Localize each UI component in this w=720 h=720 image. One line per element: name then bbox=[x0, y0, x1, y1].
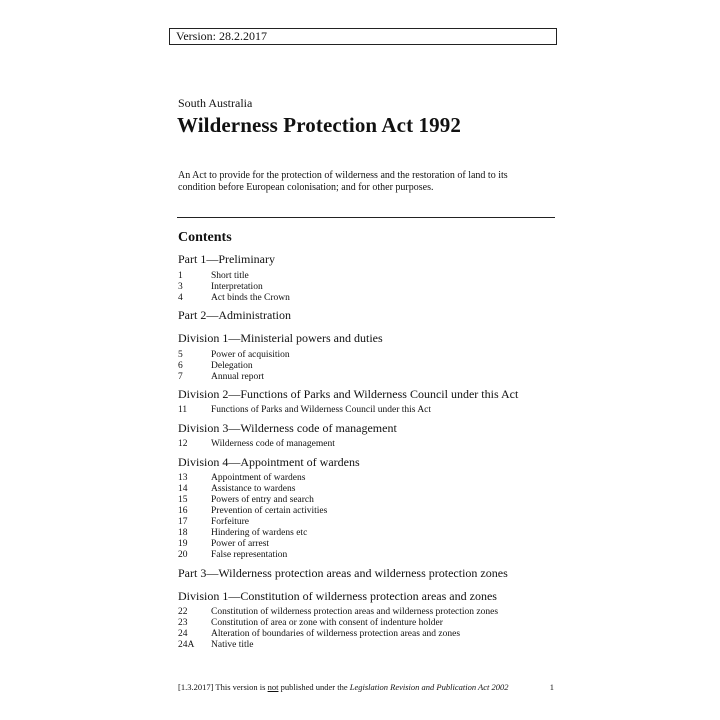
toc-entry-number: 3 bbox=[178, 282, 183, 292]
toc-entry-number: 11 bbox=[178, 405, 188, 415]
toc-entry-number: 16 bbox=[178, 506, 188, 516]
toc-entry[interactable] bbox=[178, 528, 307, 538]
toc-entry-title: Short title bbox=[211, 271, 249, 281]
toc-entry-number: 12 bbox=[178, 439, 188, 449]
toc-entry-number: 15 bbox=[178, 495, 188, 505]
toc-entry-number: 22 bbox=[178, 607, 188, 617]
toc-entry-title: Functions of Parks and Wilderness Council under this Act bbox=[211, 405, 432, 415]
toc-entry-number: 4 bbox=[178, 293, 183, 303]
page-number: 1 bbox=[549, 682, 554, 692]
toc-entry[interactable] bbox=[178, 282, 263, 292]
toc-entry-number: 24 bbox=[178, 629, 188, 639]
toc-entry-title: Interpretation bbox=[211, 282, 263, 292]
toc-entry-title: Forfeiture bbox=[211, 517, 249, 527]
toc-entry[interactable] bbox=[178, 350, 290, 360]
toc-entry-number: 23 bbox=[178, 618, 188, 628]
toc-entry-title: Hindering of wardens etc bbox=[211, 528, 308, 538]
toc-part-heading[interactable]: Part 1—Preliminary bbox=[178, 252, 275, 266]
toc-division-heading[interactable]: Division 3—Wilderness code of management bbox=[178, 421, 397, 435]
footer-act-name: Legislation Revision and Publication Act 2002 bbox=[349, 682, 509, 692]
version-box bbox=[169, 28, 557, 45]
divider-rule bbox=[177, 217, 555, 218]
toc-division-heading[interactable]: Division 1—Constitution of wilderness protection areas and zones bbox=[178, 589, 497, 603]
footer-text-before: This version is bbox=[215, 682, 266, 692]
toc-entry[interactable] bbox=[178, 271, 249, 281]
toc-entry-title: Assistance to wardens bbox=[211, 484, 296, 494]
toc-entry-number: 6 bbox=[178, 361, 183, 371]
toc-entry[interactable] bbox=[178, 293, 290, 303]
toc-entry-title: Act binds the Crown bbox=[211, 293, 290, 303]
toc-entry[interactable] bbox=[178, 361, 253, 371]
toc-entry-number: 20 bbox=[178, 550, 188, 560]
toc-entry-title: Alteration of boundaries of wilderness protection areas and zones bbox=[211, 629, 461, 639]
toc-entry-number: 5 bbox=[178, 350, 183, 360]
toc-entry[interactable] bbox=[178, 506, 327, 516]
toc-entry[interactable] bbox=[178, 640, 253, 650]
toc-entry[interactable] bbox=[178, 439, 335, 449]
toc-entry-number: 7 bbox=[178, 372, 183, 382]
toc-entry-title: Delegation bbox=[211, 361, 253, 371]
toc-entry[interactable] bbox=[178, 607, 498, 617]
toc-entry-title: Power of acquisition bbox=[211, 350, 290, 360]
toc-division-heading[interactable]: Division 2—Functions of Parks and Wilderness Council under this Act bbox=[178, 387, 519, 401]
toc-entry-title: Prevention of certain activities bbox=[211, 506, 328, 516]
toc-entry[interactable] bbox=[178, 550, 287, 560]
toc-entry-number: 17 bbox=[178, 517, 188, 527]
footer-text-middle: published under the bbox=[280, 682, 348, 692]
toc-entry[interactable] bbox=[178, 539, 269, 549]
toc-entry-number: 13 bbox=[178, 473, 188, 483]
toc-entry-title: Wilderness code of management bbox=[211, 439, 335, 449]
toc-entry[interactable] bbox=[178, 484, 295, 494]
toc-entry-title: Powers of entry and search bbox=[211, 495, 314, 505]
toc-entry-number: 1 bbox=[178, 271, 183, 281]
toc-entry-title: Native title bbox=[211, 640, 254, 650]
jurisdiction: South Australia bbox=[178, 96, 253, 110]
toc-entry-title: Power of arrest bbox=[211, 539, 270, 549]
act-title: Wilderness Protection Act 1992 bbox=[177, 113, 461, 137]
toc-entry[interactable] bbox=[178, 517, 249, 527]
long-title: An Act to provide for the protection of wilderness and the restoration of land to its condition before European colonisation; and for other purposes. bbox=[178, 170, 508, 193]
toc-part-heading[interactable]: Part 2—Administration bbox=[178, 308, 291, 322]
toc-entry-number: 19 bbox=[178, 539, 188, 549]
toc-entry-number: 18 bbox=[178, 528, 188, 538]
toc-division-heading[interactable]: Division 4—Appointment of wardens bbox=[178, 455, 360, 469]
contents-heading: Contents bbox=[178, 230, 232, 245]
toc-entry[interactable] bbox=[178, 473, 305, 483]
toc-entry[interactable] bbox=[178, 405, 431, 415]
footer-not-word: not bbox=[267, 682, 279, 692]
toc-entry-title: False representation bbox=[211, 550, 288, 560]
page-footer bbox=[178, 682, 554, 692]
toc-entry[interactable] bbox=[178, 495, 314, 505]
toc-entry-title: Constitution of wilderness protection areas and wilderness protection zones bbox=[211, 607, 499, 617]
toc-part-heading[interactable]: Part 3—Wilderness protection areas and wilderness protection zones bbox=[178, 566, 508, 580]
version-label: Version: 28.2.2017 bbox=[176, 29, 267, 43]
footer-date: [1.3.2017] bbox=[178, 682, 214, 692]
toc-entry-title: Constitution of area or zone with consent of indenture holder bbox=[211, 618, 443, 628]
toc-entry[interactable] bbox=[178, 629, 460, 639]
toc-division-heading[interactable]: Division 1—Ministerial powers and duties bbox=[178, 331, 383, 345]
toc-entry-number: 24A bbox=[178, 640, 195, 650]
toc-entry[interactable] bbox=[178, 372, 264, 382]
toc-entry-title: Appointment of wardens bbox=[211, 473, 306, 483]
toc-entry-number: 14 bbox=[178, 484, 188, 494]
toc-entry[interactable] bbox=[178, 618, 443, 628]
toc-entry-title: Annual report bbox=[211, 372, 265, 382]
